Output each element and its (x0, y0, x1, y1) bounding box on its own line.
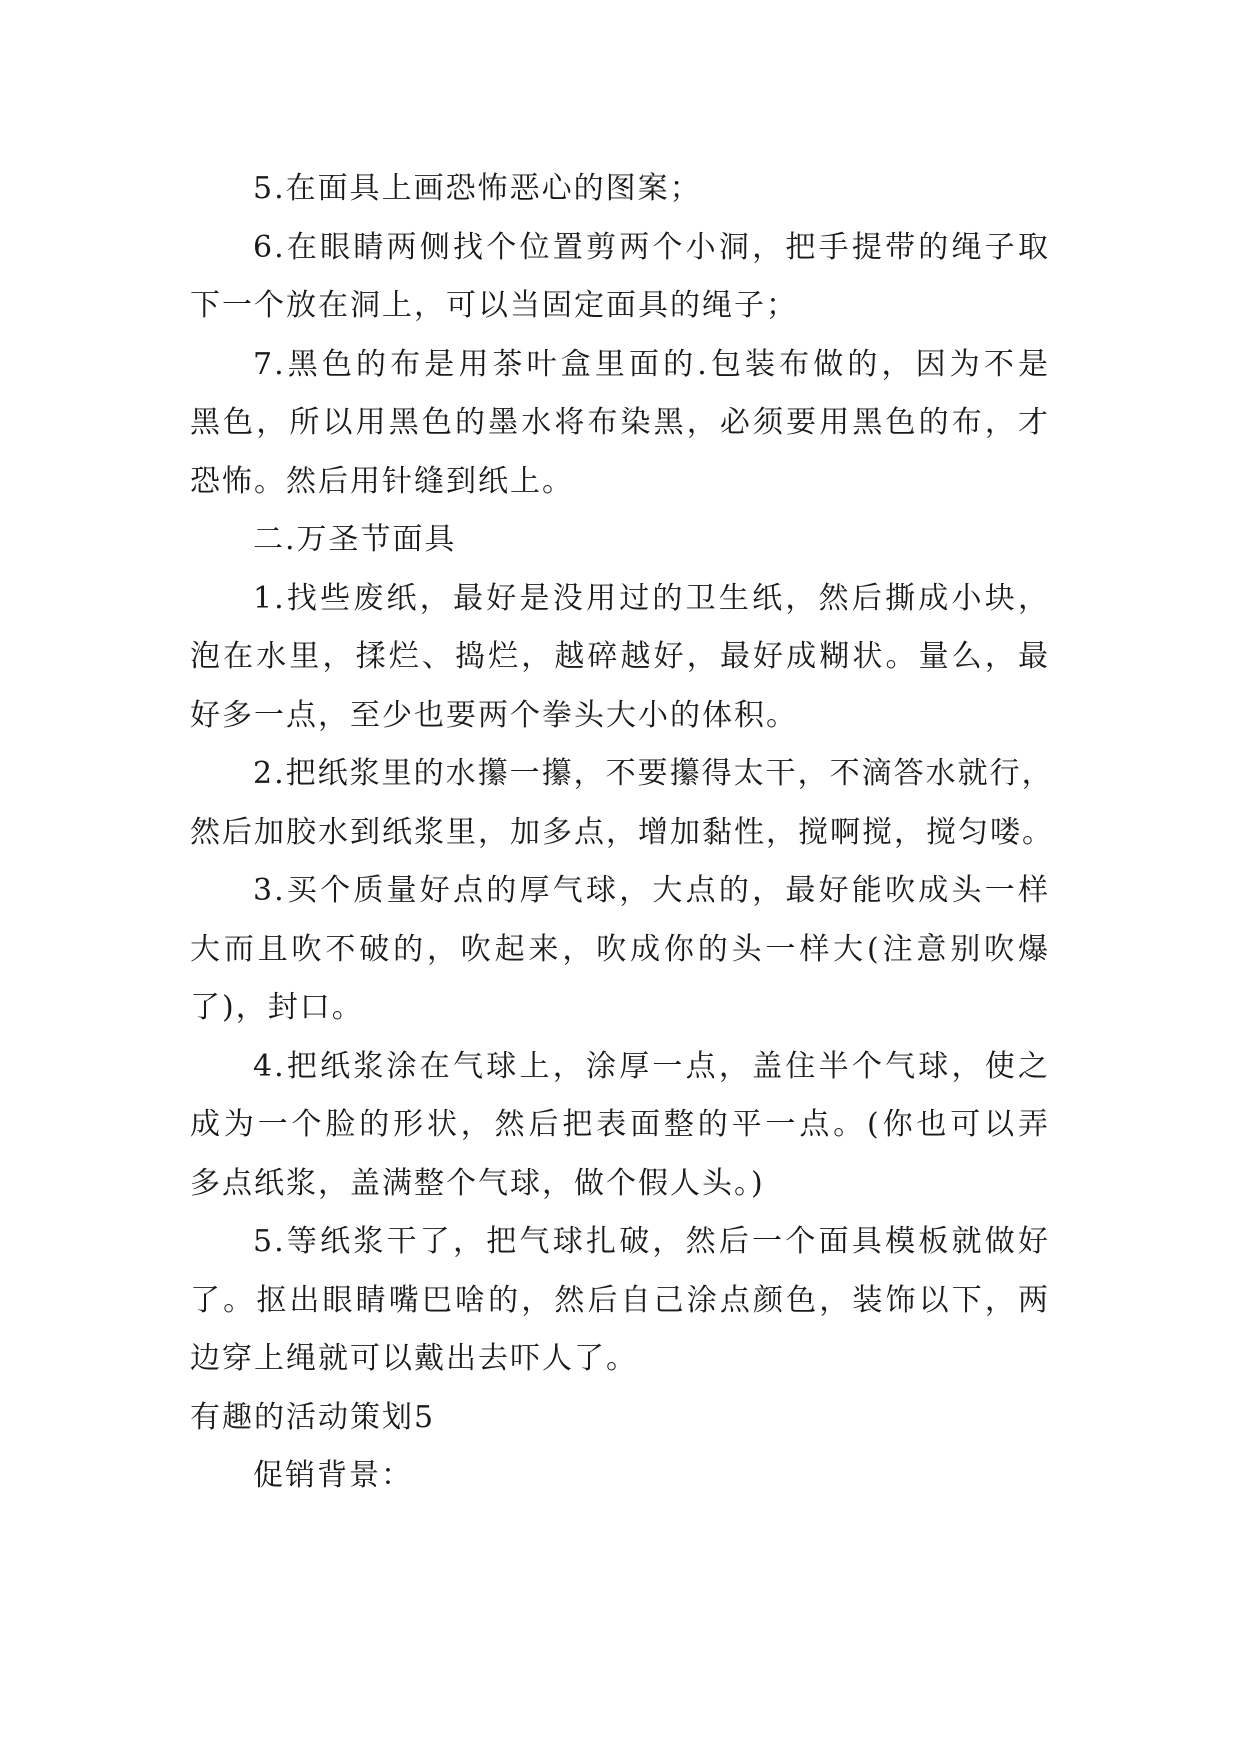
paragraph-line: 黑色，所以用黑色的墨水将布染黑，必须要用黑色的布，才 (190, 405, 1050, 440)
document-title: 有趣的活动策划5 (190, 1399, 436, 1435)
paragraph-line: 7.黑色的布是用茶叶盒里面的.包装布做的，因为不是 (253, 346, 1050, 382)
paragraph-line: 好多一点，至少也要两个拳头大小的体积。 (190, 697, 798, 733)
paragraph-line: 泡在水里，揉烂、捣烂，越碎越好，最好成糊状。量么，最 (190, 639, 1050, 674)
paragraph-line: 5.等纸浆干了，把气球扎破，然后一个面具模板就做好 (253, 1224, 1050, 1259)
paragraph-line: 恐怖。然后用针缝到纸上。 (190, 463, 574, 499)
paragraph-line: 多点纸浆，盖满整个气球，做个假人头。) (190, 1165, 765, 1201)
paragraph-line: 然后加胶水到纸浆里，加多点，增加黏性，搅啊搅，搅匀喽。 (190, 814, 1054, 850)
paragraph-line: 6.在眼睛两侧找个位置剪两个小洞，把手提带的绳子取 (253, 229, 1050, 265)
paragraph-line: 1.找些废纸，最好是没用过的卫生纸，然后撕成小块， (253, 580, 1050, 616)
section-heading: 二.万圣节面具 (253, 522, 457, 557)
paragraph-line: 大而且吹不破的，吹起来，吹成你的头一样大(注意别吹爆 (190, 931, 1050, 967)
paragraph-line: 边穿上绳就可以戴出去吓人了。 (190, 1341, 638, 1376)
paragraph-line: 成为一个脸的形状，然后把表面整的平一点。(你也可以弄 (190, 1107, 1050, 1142)
paragraph-line: 了。抠出眼睛嘴巴啥的，然后自己涂点颜色，装饰以下，两 (190, 1282, 1050, 1318)
paragraph-line: 下一个放在洞上，可以当固定面具的绳子； (190, 288, 798, 323)
document-body (190, 160, 1054, 1506)
paragraph-line: 5.在面具上画恐怖恶心的图案； (253, 171, 702, 206)
paragraph-line: 2.把纸浆里的水攥一攥，不要攥得太干，不滴答水就行， (253, 756, 1054, 791)
paragraph-line: 了)，封口。 (190, 990, 364, 1025)
paragraph-line: 3.买个质量好点的厚气球，大点的，最好能吹成头一样 (253, 873, 1050, 908)
section-heading: 促销背景： (253, 1458, 413, 1493)
paragraph-line: 4.把纸浆涂在气球上，涂厚一点，盖住半个气球，使之 (253, 1048, 1050, 1084)
